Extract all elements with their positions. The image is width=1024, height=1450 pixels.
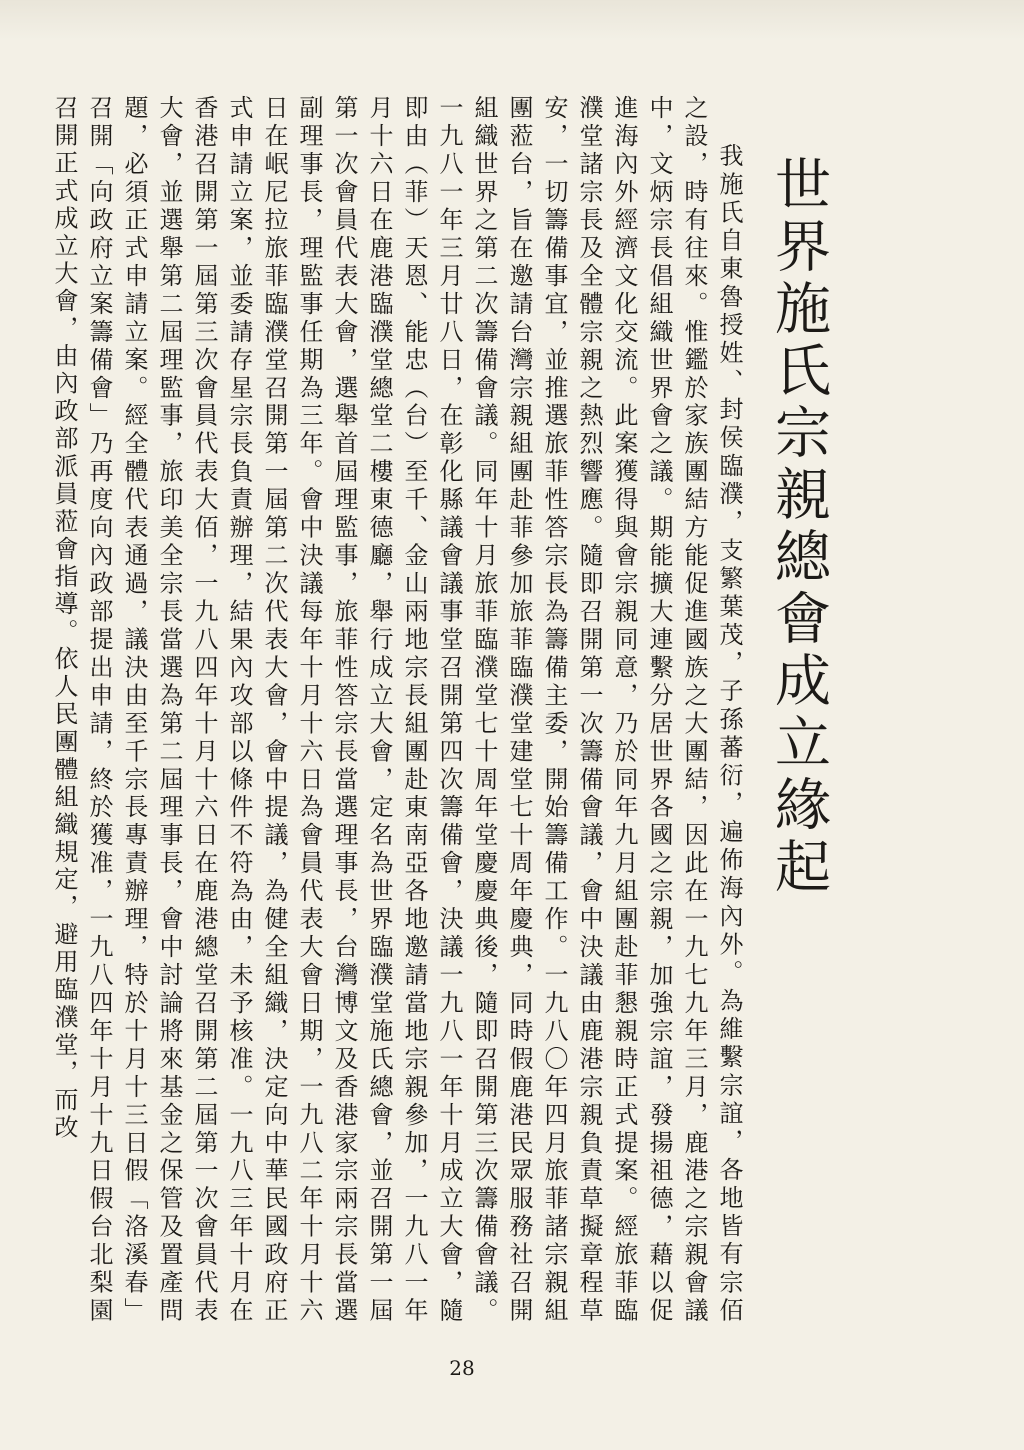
page-title: 世界施氏宗親總會成立緣起 [766, 155, 831, 899]
body-text [50, 95, 746, 1325]
body-paragraph: 我施氏自東魯授姓、封侯臨濮，支繁葉茂，子孫蕃衍，遍佈海內外。為維繫宗誼，各地皆有宗佰之設，時有往來。惟鑑於家族團結方能促進國族之大團結，因此在一九七九年三月，鹿港之宗親會議中，文炳宗長倡組織世界會之議。期能擴大連繫分居世界各國之宗親，加強宗誼，發揚祖德，藉以促進海內外經濟文化交流。此案獲得與會宗親同意，乃於同年九月組團赴菲懇親時正式提案。經旅菲臨濮堂諸宗長及全體宗親之熱烈響應。隨即召開第一次籌備會議，會中決議由鹿港宗親負責草擬章程草安，一切籌備事宜，並推選旅菲性答宗長為籌備主委，開始籌備工作。一九八〇年四月旅菲諸宗親組團蒞台，旨在邀請台灣宗親組團赴菲參加旅菲臨濮堂建堂七十周年慶典，同時假鹿港民眾服務社召開組織世界之第二次籌備會議。同年十月旅菲臨濮堂七十周年堂慶慶典後，隨即召開第三次籌備會議。一九八一年三月廿八日，在彰化縣議會議事堂召開第四次籌備會，決議一九八一年十月成立大會，隨即由（菲）天恩、能忠（台）至千、金山兩地宗長組團赴東南亞各地邀請當地宗親參加，一九八一年月十六日在鹿港臨濮堂總堂二樓東德廳，舉行成立大會，定名為世界臨濮堂施氏總會，並召開第一屆第一次會員代表大會，選舉首屆理監事，旅菲性答宗長當選理事長，台灣博文及香港家宗兩宗長當選副理事長，理監事任期為三年。會中決議每年十月十六日為會員代表大會日期，一九八二年十月十六日在岷尼拉旅菲臨濮堂召開第一屆第二次代表大會，會中提議，為健全組織，決定向中華民國政府正式申請立案，並委請存星宗長負責辦理，結果內攻部以條件不符為由，未予核准。一九八三年十月在香港召開第一屆第三次會員代表大佰，一九八四年十月十六日在鹿港總堂召開第二屆第一次會員代表大會，並選舉第二屆理監事，旅印美全宗長當選為第二屆理事長，會中討論將來基金之保管及置產問題，必須正式申請立案。經全體代表通過，議決由至千宗長專責辦理，特於十月十三日假「洛溪春」召開「向政府立案籌備會」乃再度向內政部提出申請，終於獲准，一九八四年十月十九日假台北梨園召開正式成立大會，由內政部派員蒞會指導。依人民團體組織規定，避用臨濮堂，而改 [50, 95, 743, 1325]
page-edge-shadow [0, 0, 1024, 40]
page-number: 28 [449, 1356, 475, 1380]
